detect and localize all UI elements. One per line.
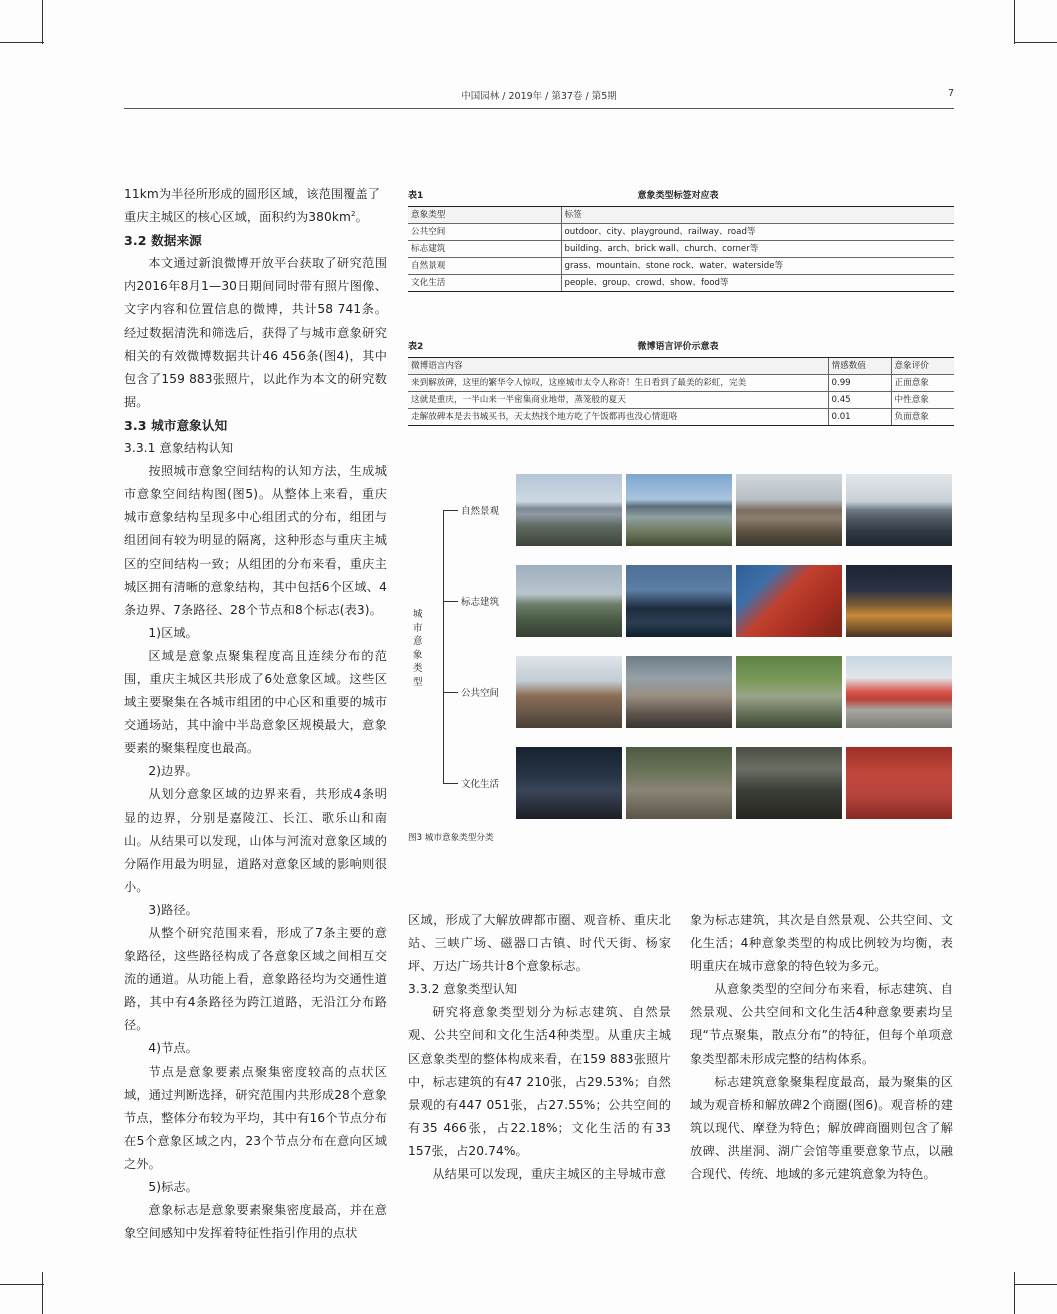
area-line-tail: 。 xyxy=(355,210,368,225)
table-cell: people、group、crowd、show、food等 xyxy=(561,275,954,292)
category-label-natural: 自然景观 xyxy=(461,506,500,517)
table-cell: 这就是重庆，一半山来一半密集商业地带，蒸笼般的夏天 xyxy=(408,392,828,409)
paragraph: 3)路径。 xyxy=(148,902,198,917)
table2-title: 微博语言评价示意表 xyxy=(637,342,719,352)
table2-header-row xyxy=(408,358,954,375)
photo-harbor xyxy=(846,474,952,546)
section-heading: 3.2 数据来源 xyxy=(124,233,202,249)
paragraph: 节点是意象要素点聚集密度较高的点状区域，通过判断选择，研究范围内共形成28个意象节点，整体分布较为平均，其中有16个节点分布在5个意象区域之内，23个节点分布在意向区域之外。 xyxy=(124,1064,387,1171)
crop-mark xyxy=(1014,1272,1015,1314)
photo-red-pavilion xyxy=(736,565,842,637)
table-row xyxy=(408,275,954,292)
paragraph: 11km为半径所形成的圆形区域，该范围覆盖了 xyxy=(124,187,381,201)
paragraph: 意象标志是意象要素聚集密度最高，并在意象空间感知中发挥着特征性指引作用的点状 xyxy=(124,1203,387,1241)
table2 xyxy=(408,357,954,426)
paragraph: 按照城市意象空间结构的认知方法，生成城市意象空间结构图(图5)。从整体上来看，重庆城市意象结构呈现多中心组团式的分布，组团与组团间有较为明显的隔离，这种形态与重庆主城区的空间结构一致；从组团的分布来看，重庆主城区拥有清晰的意象结构，其中包括6个区域、4条边界、7条路径、28个节点和8个标志(表3)。 xyxy=(124,464,387,617)
photo-crowded-street xyxy=(736,747,842,819)
crop-mark xyxy=(1014,0,1015,44)
paragraph: 重庆主城区的核心区域，面积约为$380km^2$。 xyxy=(124,210,368,225)
table2-label: 表2 xyxy=(408,342,424,352)
tree-branch xyxy=(443,601,458,602)
table-row xyxy=(408,241,954,258)
photo-skyline-towers xyxy=(626,565,732,637)
crop-mark xyxy=(0,1284,44,1285)
section-heading: 3.3.2 意象类型认知 xyxy=(408,982,518,997)
tree-branch xyxy=(443,692,458,693)
photo-bridge-river xyxy=(736,474,842,546)
figure-root-label: 城市意象类型 xyxy=(413,609,423,688)
table-cell: 自然景观 xyxy=(408,258,561,275)
photo-river-city xyxy=(516,474,622,546)
page-number: 7 xyxy=(947,88,954,99)
area-unit-superscript: 2 xyxy=(351,210,356,219)
paragraph: 从划分意象区域的边界来看，共形成4条明显的边界，分别是嘉陵江、长江、歌乐山和南山。从结果可以发现，山体与河流对意象区域的分隔作用最为明显，道路对意象区域的影响则很小。 xyxy=(124,787,387,894)
photo-night-performers xyxy=(516,747,622,819)
paragraph: 标志建筑意象聚集程度最高，最为聚集的区域为观音桥和解放碑2个商圈(图6)。观音桥的建筑以现代、摩登为特色；解放碑商圈则包含了解放碑、洪崖洞、湖广会馆等重要意象节点，以融合现代、传统、地域的多元建筑意象为特色。 xyxy=(690,1074,953,1182)
table-header-cell: 情感数值 xyxy=(828,358,891,375)
table-cell: building、arch、brick wall、church、corner等 xyxy=(561,241,954,258)
table-cell: 标志建筑 xyxy=(408,241,561,258)
table-cell: 走解放碑本是去书城买书，天太热找个地方吃了午饭都再也没心情逛咯 xyxy=(408,409,828,426)
text-column-middle xyxy=(408,909,671,1186)
crop-mark xyxy=(1014,42,1057,43)
table-cell: 0.45 xyxy=(828,392,891,409)
paragraph: 5)标志。 xyxy=(148,1180,198,1195)
table-row xyxy=(408,375,954,392)
table-row xyxy=(408,224,954,241)
crop-mark xyxy=(0,42,44,43)
paragraph: 象为标志建筑，其次是自然景观、公共空间、文化生活；4种意象类型的构成比例较为均衡，表明重庆在城市意象的特色较为多元。 xyxy=(690,913,953,974)
table-cell: outdoor、city、playground、railway、road等 xyxy=(561,224,954,241)
category-label-landmark: 标志建筑 xyxy=(461,597,500,608)
table-cell: 公共空间 xyxy=(408,224,561,241)
tree-branch xyxy=(443,783,458,784)
table-cell: 正面意象 xyxy=(891,375,954,392)
table-header-cell: 微博语言内容 xyxy=(408,358,828,375)
table-row xyxy=(408,409,954,426)
photo-night-building xyxy=(846,565,952,637)
paragraph: 本文通过新浪微博开放平台获取了研究范围内2016年8月1—30日期间同时带有照片图像、文字内容和位置信息的微博，共计58 741条。经过数据清洗和筛选后，获得了与城市意象研究相关的有效微博数据共计46 456条(图4)，其中包含了159 883张照片，以此作为本文的研究数据。 xyxy=(124,256,387,409)
paragraph: 研究将意象类型划分为标志建筑、自然景观、公共空间和文化生活4种类型。从重庆主城区意象类型的整体构成来看，在159 883张照片中，标志建筑的有47 210张，占29.53%；自然景观的有447 051张，占27.55%；公共空间的有35 466张，占22.18%；文化生活的有33 157张，占20.74%。 xyxy=(408,1005,671,1158)
table-cell: 负面意象 xyxy=(891,409,954,426)
category-label-culture: 文化生活 xyxy=(461,779,500,790)
photo-street-vehicle xyxy=(846,656,952,728)
paragraph: 从整个研究范围来看，形成了7条主要的意象路径，这些路径构成了各意象区域之间相互交流的通道。从功能上看，意象路径均为交通性道路，其中有4条路径为跨江道路，无沿江分布路径。 xyxy=(124,926,387,1033)
photo-waterfront-bridge xyxy=(516,656,622,728)
paragraph: 2)边界。 xyxy=(148,764,198,779)
tree-branch xyxy=(443,510,458,511)
table-cell: grass、mountain、stone rock、water、waterside等 xyxy=(561,258,954,275)
crop-mark xyxy=(42,0,43,44)
paragraph: 从意象类型的空间分布来看，标志建筑、自然景观、公共空间和文化生活4种意象要素均呈现“节点聚集，散点分布”的特征，但每个单项意象类型都未形成完整的结构体系。 xyxy=(690,982,953,1066)
journal-info: 中国园林 / 2019年 / 第37卷 / 第5期 xyxy=(461,91,617,102)
photo-river-skyline xyxy=(626,474,732,546)
photo-street-crowd xyxy=(626,656,732,728)
photo-market-alley xyxy=(626,747,732,819)
paragraph: 1)区域。 xyxy=(148,625,198,640)
text-column-right xyxy=(690,909,953,1186)
table1-header-row xyxy=(408,207,954,224)
table1-label: 表1 xyxy=(408,191,424,201)
crop-mark xyxy=(1014,1284,1057,1285)
table-cell: 0.01 xyxy=(828,409,891,426)
table-header-cell: 标签 xyxy=(561,207,954,224)
table-row xyxy=(408,258,954,275)
section-heading: 3.3.1 意象结构认知 xyxy=(124,441,234,456)
paragraph: 区域，形成了大解放碑都市圈、观音桥、重庆北站、三峡广场、磁器口古镇、时代天街、杨家坪、万达广场共计8个意象标志。 xyxy=(408,913,671,974)
table-row xyxy=(408,392,954,409)
text-column-left xyxy=(124,183,387,1245)
table-cell: 文化生活 xyxy=(408,275,561,292)
table-cell: 中性意象 xyxy=(891,392,954,409)
photo-red-crowd xyxy=(846,747,952,819)
photo-park-trees xyxy=(736,656,842,728)
section-heading: 3.3 城市意象认知 xyxy=(124,417,228,433)
running-header xyxy=(124,88,954,102)
figure-3-caption: 图3 城市意象类型分类 xyxy=(408,833,494,843)
category-label-public: 公共空间 xyxy=(461,688,500,699)
tree-trunk xyxy=(443,510,444,783)
table-cell: 来到解放碑，这里的繁华令人惊叹，这座城市太令人称奇！生日看到了最美的彩虹，完美 xyxy=(408,375,828,392)
paragraph: 区域是意象点聚集程度高且连续分布的范围，重庆主城区共形成了6处意象区域。这些区域主要聚集在各城市组团的中心区和重要的城市交通场站，其中渝中半岛意象区规模最大，意象要素的聚集程度也最高。 xyxy=(124,648,387,756)
paragraph: 4)节点。 xyxy=(148,1041,198,1056)
paragraph: 从结果可以发现，重庆主城区的主导城市意 xyxy=(432,1167,666,1182)
table-header-cell: 意象评价 xyxy=(891,358,954,375)
crop-mark xyxy=(42,1272,43,1314)
table-cell: 0.99 xyxy=(828,375,891,392)
photo-great-hall xyxy=(516,565,622,637)
header-rule xyxy=(124,108,954,109)
table1-title: 意象类型标签对应表 xyxy=(637,191,719,201)
table1 xyxy=(408,206,954,292)
table-header-cell: 意象类型 xyxy=(408,207,561,224)
